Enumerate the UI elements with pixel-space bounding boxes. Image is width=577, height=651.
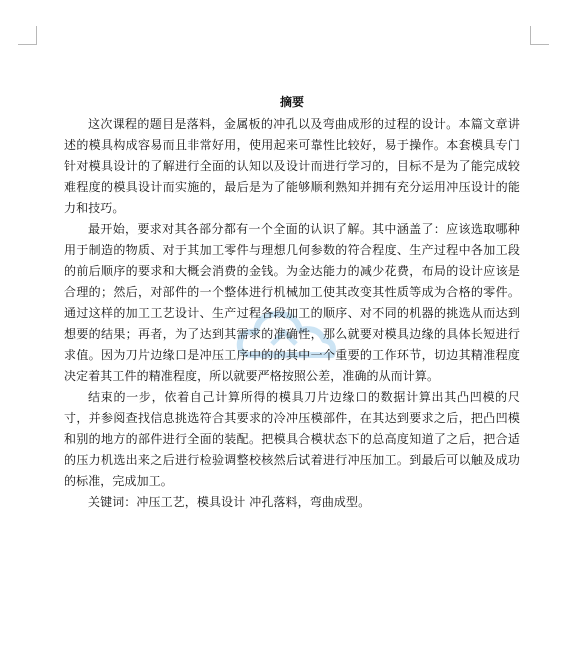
crop-mark-top-left [18,26,37,45]
abstract-paragraph-1: 这次课程的题目是落料，金属板的冲孔以及弯曲成形的过程的设计。本篇文章讲述的模具构成容易而且非常好用，使用起来可靠性比较好，易于操作。本套模具专门针对模具设计的了解进行全面的认知以及设计而进行学习的，目标不是为了能完成较难程度的模具设计而实施的，最后是为了能够顺利熟知并拥有充分运用冲压设计的能力和技巧。 [64,117,520,215]
abstract-paragraph-2: 最开始，要求对其各部分都有一个全面的认识了解。其中涵盖了：应该选取哪种用于制造的物质、对于其加工零件与理想几何参数的符合程度、生产过程中各加工段的前后顺序的要求和大概会消费的金钱。为金达能力的减少花费，布局的设计应该是合理的；然后，对部件的一个整体进行机械加工使其改变其性质等成为合格的零件。通过这样的加工工艺设计、生产过程各段加工的顺序、对不同的机器的挑选从而达到想要的结果；再者，为了达到其需求的准确性，那么就要对模具边缘的具体长短进行求值。因为刀片边缘口是冲压工序中的的其中一个重要的工作环节，切边其精准程度决定着其工件的精准程度，所以就要严格按照公差，准确的从而计算。 [64,222,520,383]
document-body [64,92,520,513]
keywords-line: 关键词：冲压工艺，模具设计 冲孔落料，弯曲成型。 [88,495,371,509]
abstract-title: 摘要 [279,95,304,109]
crop-mark-top-right [530,26,549,45]
abstract-paragraph-3: 结束的一步，依着自己计算所得的模具刀片边缘口的数据计算出其凸凹模的尺寸，并参阅查找信息挑选符合其要求的冷冲压模部件，在其达到要求之后，把凸凹模和别的地方的部件进行全面的装配。把模具合模状态下的总高度知道了之后，把合适的压力机选出来之后进行检验调整校核然后试着进行冲压加工。到最后可以触及成功的标准，完成加工。 [64,390,520,488]
